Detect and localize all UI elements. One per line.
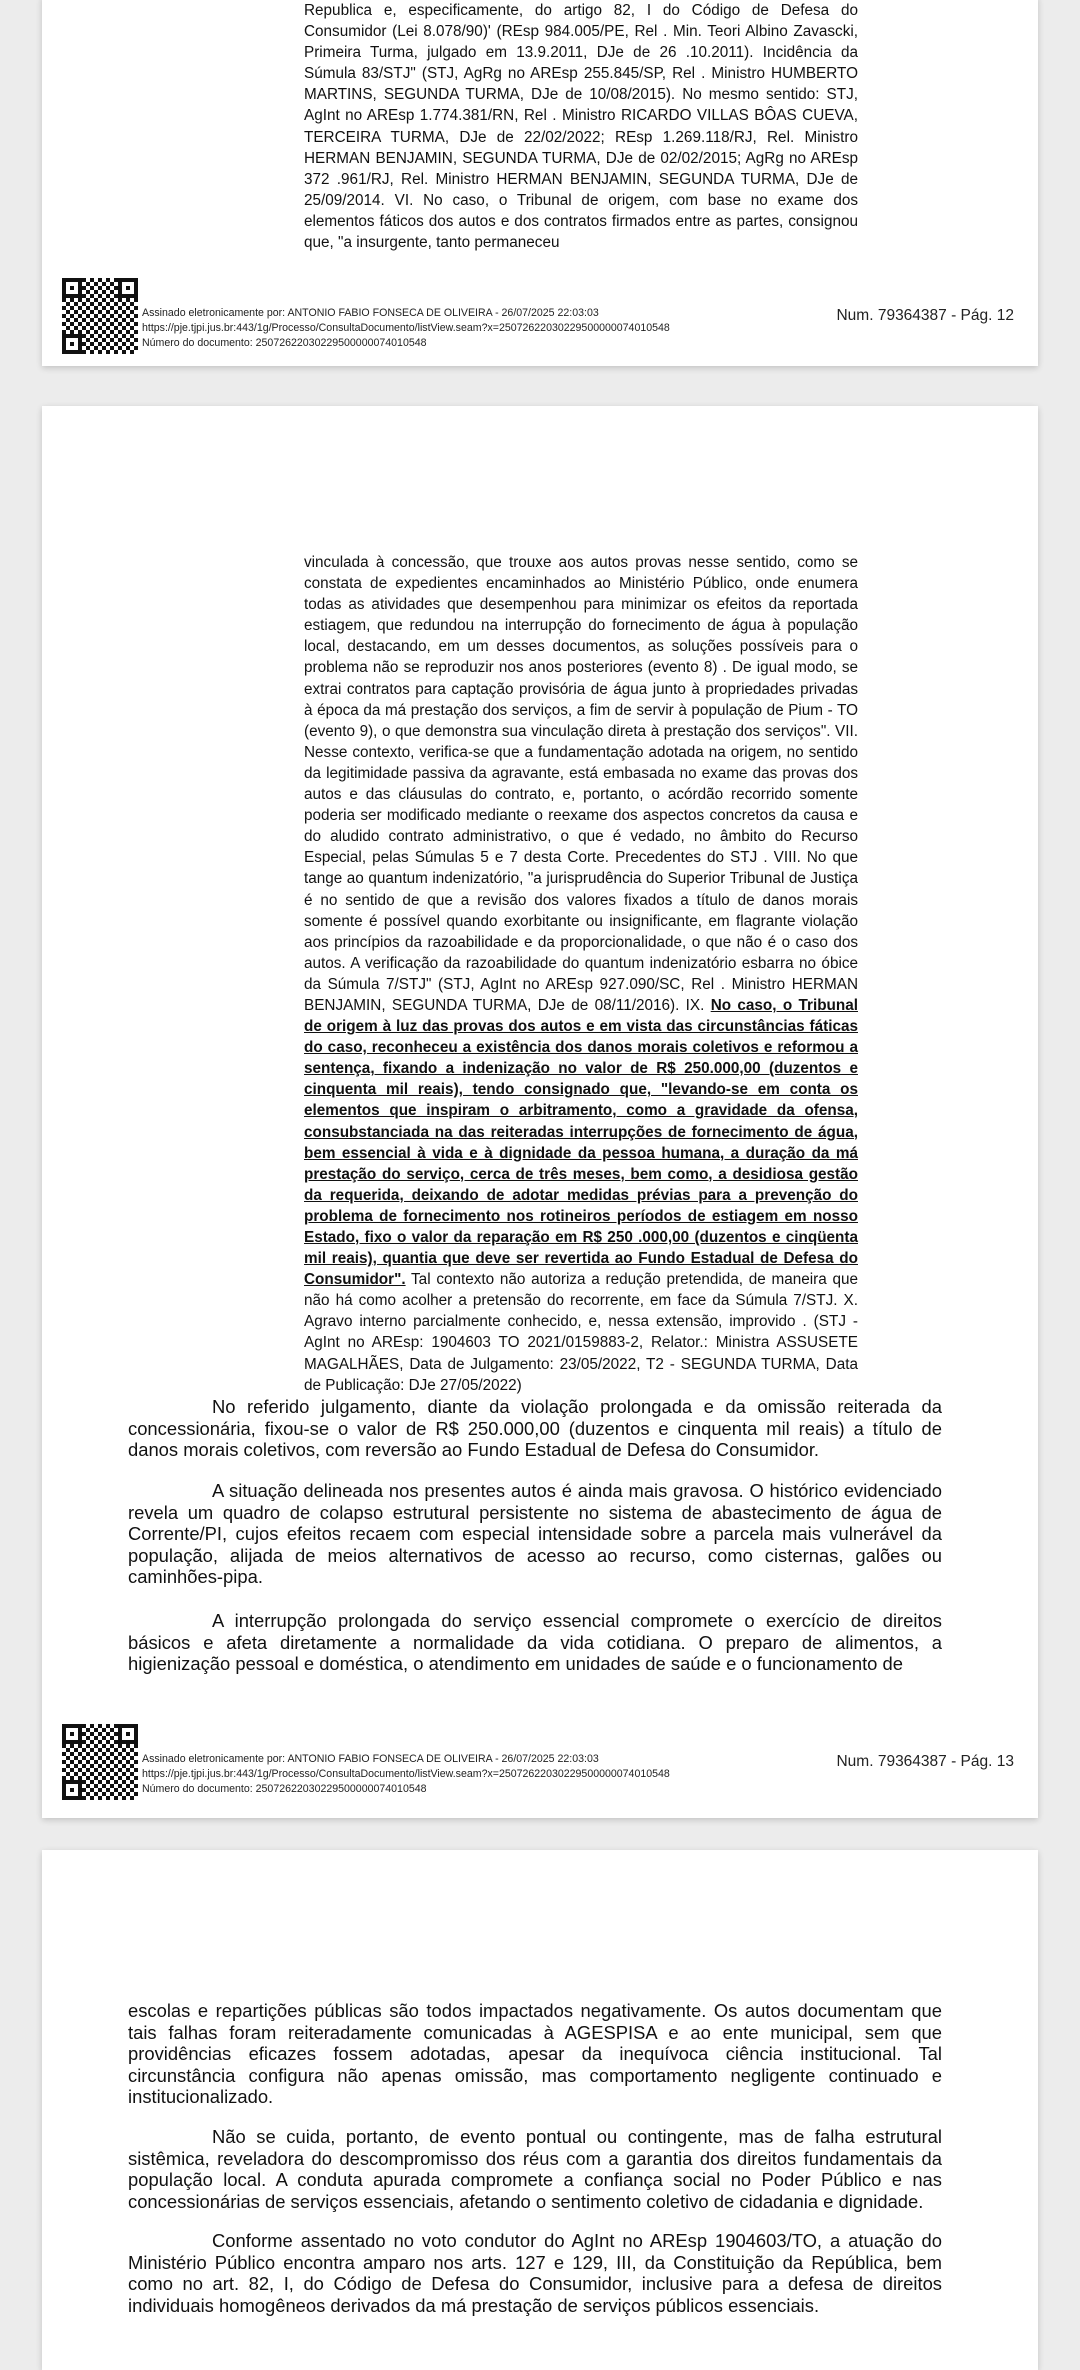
- page-number-label: Num. 79364387 - Pág. 12: [836, 307, 1014, 324]
- citation-quote-block: [304, 0, 858, 253]
- body-paragraph: A interrupção prolongada do serviço essencial compromete o exercício de direitos básicos e afeta diretamente a normalidade da vida cotidiana. O preparo de alimentos, a higienização pessoal e doméstica, o atendimento em unidades de saúde e o funcionamento de: [128, 1610, 942, 1675]
- document-page-14: [42, 1850, 1038, 2370]
- qr-code-icon: [60, 1722, 140, 1802]
- signature-info: [142, 1752, 670, 1797]
- body-paragraph: No referido julgamento, diante da violação prolongada e da omissão reiterada da concessionária, fixou-se o valor de R$ 250.000,00 (duzentos e cinquenta mil reais) a título de danos morais coletivos, com reversão ao Fundo Estadual de Defesa do Consumidor.: [128, 1396, 942, 1461]
- document-page-12: [42, 0, 1038, 366]
- document-number-text: Número do documento: 25072622030229500000074010548: [142, 1783, 427, 1795]
- quote-text: vinculada à concessão, que trouxe aos autos provas nesse sentido, como se constata de expedientes encaminhados ao Ministério Público, onde enumera todas as atividades que desempenhou para minimizar os efeitos da reportada estiagem, que redundou na interrupção do fornecimento de água à população local, destacando, em um desses documentos, as soluções possíveis para o problema não se reproduzir nos anos posteriores (evento 8) . De igual modo, se extrai contratos para captação provisória de água junto à propriedades privadas à época da má prestação dos serviços, a fim de servir à população de Pium - TO (evento 9), o que demonstra sua vinculação direta à prestação dos serviços". VII. Nesse contexto, verifica-se que a fundamentação adotada na origem, no sentido da legitimidade passiva da agravante, está embasada no exame das provas dos autos e das cláusulas do contrato, e, portanto, o acórdão recorrido somente poderia ser modificado mediante o reexame dos aspectos concretos da causa e do aludido contrato administrativo, o que é vedado, no âmbito do Recurso Especial, pelas Súmulas 5 e 7 desta Corte. Precedentes do STJ . VIII. No que tange ao quantum indenizatório, "a jurisprudência do Superior Tribunal de Justiça é no sentido de que a revisão dos valores fixados a título de danos morais somente é possível quando exorbitante ou insignificante, em flagrante violação aos princípios da razoabilidade e da proporcionalidade, o que não é o caso dos autos. A verificação da razoabilidade do quantum indenizatório esbarra no óbice da Súmula 7/STJ" (STJ, AgInt no AREsp 927.090/SC, Rel . Ministro HERMAN BENJAMIN, SEGUNDA TURMA, DJe de 08/11/2016). IX.: [304, 554, 858, 1014]
- document-number-text: Número do documento: 25072622030229500000074010548: [142, 337, 427, 349]
- quote-text: Republica e, especificamente, do artigo 82, I do Código de Defesa do Consumidor (Lei 8.078/90)' (REsp 984.005/PE, Rel . Min. Teori Albino Zavascki, Primeira Turma, julgado em 13.9.2011, DJe de 26 .10.2011). Incidência da Súmula 83/STJ" (STJ, AgRg no AREsp 255.845/SP, Rel . Ministro HUMBERTO MARTINS, SEGUNDA TURMA, DJe de 10/08/2015). No mesmo sentido: STJ, AgInt no AREsp 1.774.381/RN, Rel . Ministro RICARDO VILLAS BÔAS CUEVA, TERCEIRA TURMA, DJe de 22/02/2022; REsp 1.269.118/RJ, Rel. Ministro HERMAN BENJAMIN, SEGUNDA TURMA, DJe de 02/02/2015; AgRg no AREsp 372 .961/RJ, Rel. Ministro HERMAN BENJAMIN, SEGUNDA TURMA, DJe de 25/09/2014. VI. No caso, o Tribunal de origem, com base no exame dos elementos fáticos dos autos e dos contratos firmados entre as partes, consignou que, "a insurgente, tanto permaneceu: [304, 2, 858, 252]
- body-paragraph: Não se cuida, portanto, de evento pontual ou contingente, mas de falha estrutural sistêmica, reveladora do descompromisso dos réus com a garantia dos direitos fundamentais da população local. A conduta apurada compromete a confiança social no Poder Público e nas concessionárias de serviços essenciais, afetando o sentimento coletivo de cidadania e dignidade.: [128, 2126, 942, 2212]
- signed-by-text: Assinado eletronicamente por: ANTONIO FABIO FONSECA DE OLIVEIRA - 26/07/2025 22:03:03: [142, 307, 599, 319]
- signed-by-text: Assinado eletronicamente por: ANTONIO FABIO FONSECA DE OLIVEIRA - 26/07/2025 22:03:03: [142, 1753, 599, 1765]
- document-page-13: [42, 406, 1038, 1818]
- body-paragraph: A situação delineada nos presentes autos é ainda mais gravosa. O histórico evidenciado revela um quadro de colapso estrutural persistente no sistema de abastecimento de água de Corrente/PI, cujos efeitos recaem com especial intensidade sobre a parcela mais vulnerável da população, alijada de meios alternativos de acesso ao recurso, como cisternas, galões ou caminhões-pipa.: [128, 1480, 942, 1588]
- body-paragraph: Conforme assentado no voto condutor do AgInt no AREsp 1904603/TO, a atuação do Ministério Público encontra amparo nos arts. 127 e 129, III, da Constituição da República, bem como no art. 82, I, do Código de Defesa do Consumidor, inclusive para a defesa de direitos individuais homogêneos derivados da má prestação de serviços públicos essenciais.: [128, 2230, 942, 2316]
- signature-footer: [60, 1722, 1020, 1802]
- document-url-link[interactable]: https://pje.tjpi.jus.br:443/1g/Processo/ConsultaDocumento/listView.seam?x=25072622030229500000074010548: [142, 1768, 670, 1780]
- signature-footer: [60, 276, 1020, 356]
- page-number-label: Num. 79364387 - Pág. 13: [836, 1753, 1014, 1770]
- quote-highlight-text: No caso, o Tribunal de origem à luz das provas dos autos e em vista das circunstâncias fáticas do caso, reconheceu a existência dos danos morais coletivos e reformou a sentença, fixando a indenização no valor de R$ 250.000,00 (duzentos e cinquenta mil reais), tendo consignado que, "levando-se em conta os elementos que inspiram o arbitramento, como a gravidade da ofensa, consubstanciada na das reiteradas interrupções de fornecimento de água, bem essencial à vida e à dignidade da pessoa humana, a duração da má prestação do serviço, cerca de três meses, bem como, a desidiosa gestão da requerida, deixando de adotar medidas prévias para a prevenção do problema de fornecimento nos rotineiros períodos de estiagem em nosso Estado, fixo o valor da reparação em R$ 250 .000,00 (duzentos e cinqüenta mil reais), quantia que deve ser revertida ao Fundo Estadual de Defesa do Consumidor".: [304, 996, 858, 1289]
- qr-code-icon: [60, 276, 140, 356]
- document-url-link[interactable]: https://pje.tjpi.jus.br:443/1g/Processo/ConsultaDocumento/listView.seam?x=25072622030229500000074010548: [142, 322, 670, 334]
- body-paragraph: escolas e repartições públicas são todos impactados negativamente. Os autos documentam que tais falhas foram reiteradamente comunicadas à AGESPISA e ao ente municipal, sem que providências eficazes fossem adotadas, apesar da inequívoca ciência institucional. Tal circunstância configura não apenas omissão, mas comportamento negligente continuado e institucionalizado.: [128, 2000, 942, 2108]
- citation-quote-block: [304, 552, 858, 1396]
- signature-info: [142, 306, 670, 351]
- quote-text-continued: Tal contexto não autoriza a redução pretendida, de maneira que não há como acolher a pretensão do recorrente, em face da Súmula 7/STJ. X. Agravo interno parcialmente conhecido, e, nessa extensão, improvido . (STJ - AgInt no AREsp: 1904603 TO 2021/0159883-2, Relator.: Ministra ASSUSETE MAGALHÃES, Data de Julgamento: 23/05/2022, T2 - SEGUNDA TURMA, Data de Publicação: DJe 27/05/2022): [304, 1271, 858, 1394]
